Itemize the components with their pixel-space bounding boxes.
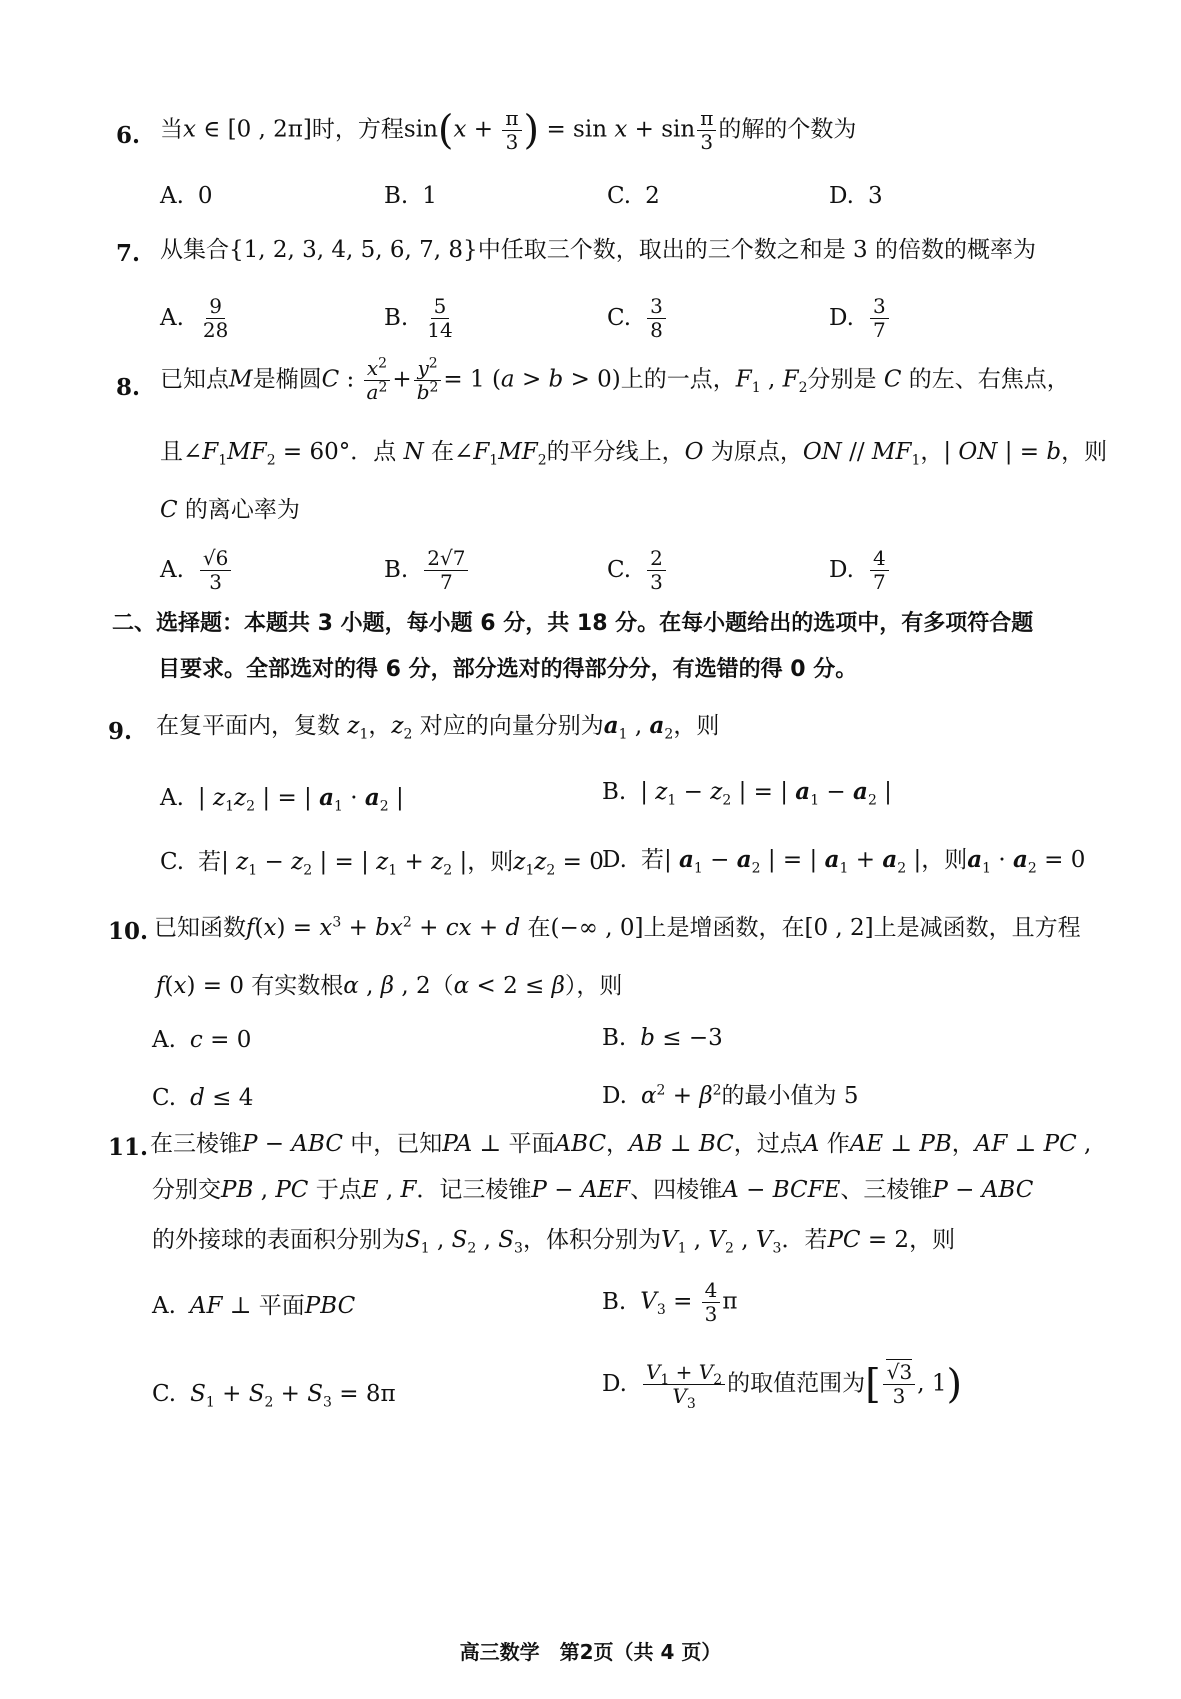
question-6-option-c: C. 2 — [607, 183, 660, 209]
question-10-option-b: B. b ≤ −3 — [602, 1025, 723, 1051]
question-6-option-b: B. 1 — [384, 183, 437, 209]
question-10-option-d: D. $\alpha^2 + \beta^2$的最小值为 5 — [602, 1082, 859, 1109]
question-7-number: 7. — [116, 240, 141, 267]
question-6-option-a: A. 0 — [160, 183, 213, 209]
question-11-line-1: 在三棱锥P − ABC 中，已知PA ⊥ 平面ABC，AB ⊥ BC，过点A 作AE ⊥ PB，AF ⊥ PC , — [150, 1131, 1092, 1157]
question-8-option-b: B. $\frac{2√7}{7}$ — [384, 548, 470, 593]
section-2-heading-line-2: 目要求。全部选对的得 6 分，部分选对的得部分分，有选错的得 0 分。 — [158, 657, 858, 682]
question-8-option-c: C. $\frac{2}{3}$ — [607, 548, 668, 593]
question-7-stem: 从集合{1, 2, 3, 4, 5, 6, 7, 8}中任取三个数，取出的三个数之和是 3 的倍数的概率为 — [160, 237, 1036, 263]
question-7-option-a: A. $\frac{9}{28}$ — [160, 294, 229, 342]
section-2-heading-line-1: 二、选择题：本题共 3 小题，每小题 6 分，共 18 分。在每小题给出的选项中，有多项符合题 — [112, 611, 1034, 636]
question-11-option-c: C. $S_1 + S_2 + S_3 = 8\pi$ — [152, 1381, 396, 1411]
question-11-line-3: 的外接球的表面积分别为$S_1$ , $S_2$ , $S_3$，体积分别为$V_1$ , $V_2$ , $V_3$．若PC = 2，则 — [152, 1227, 956, 1257]
question-10-option-a: A. c = 0 — [152, 1027, 252, 1053]
question-7-option-b: B. $\frac{5}{14}$ — [384, 294, 453, 342]
question-11-option-d: D. $\frac{V_1 + V_2}{V_3}$ 的取值范围为[ $\frac{√3}{3}$ , 1) — [602, 1360, 963, 1412]
question-8-line-3: C 的离心率为 — [160, 497, 300, 523]
question-9-option-b: B. | $z_1 - z_2$ | = | $a_1 - a_2$ | — [602, 778, 892, 809]
question-11-option-b: B. $V_3$ = $\frac{4}{3}$ π — [602, 1278, 738, 1326]
question-8-number: 8. — [116, 374, 141, 401]
question-7-option-c: C. $\frac{3}{8}$ — [607, 296, 668, 341]
question-6-number: 6. — [116, 122, 141, 149]
question-9-option-d: D. 若| $a_1 - a_2$ | = | $a_1 + a_2$ |，则$a_1 \cdot a_2 = 0$ — [602, 846, 1086, 877]
question-7-option-d: D. $\frac{3}{7}$ — [829, 296, 891, 341]
question-10-option-c: C. d ≤ 4 — [152, 1085, 254, 1111]
question-6-option-d: D. 3 — [829, 183, 883, 209]
question-10-line-2: f(x) = 0 有实数根α , β , 2（α < 2 ≤ β），则 — [156, 973, 623, 999]
question-10-number: 10. — [108, 918, 149, 945]
question-9-stem: 在复平面内，复数 $z_1$，$z_2$ 对应的向量分别为$a_1$ , $a_2$，则 — [156, 712, 720, 743]
question-9-option-c: C. 若| $z_1 - z_2$ | = | $z_1 + z_2$ |，则$z_1z_2 = 0$ — [160, 849, 604, 879]
question-10-line-1: 已知函数$f(x) = x^3 + bx^2$ + cx + d 在(−∞ , 0]上是增函数，在[0 , 2]上是减函数，且方程 — [154, 914, 1081, 941]
question-8-line-2: 且$\angle F_1MF_2 = 60^\circ$．点 N 在$\angle F_1MF_2$的平分线上，O 为原点，ON // $MF_1$，| ON | = b，则 — [160, 439, 1108, 469]
question-9-option-a: A. | $z_1z_2$ | = | $a_1 \cdot a_2$ | — [160, 784, 404, 815]
question-8-line-1: 已知点M是椭圆C : $\frac{x^2}{a^2}$ + $\frac{y^2}{b^2}$ = 1 (a > b > 0)上的一点，$F_1$ , $F_2$分别是 C 的左、右焦点， — [160, 355, 1070, 404]
question-8-option-a: A. $\frac{√6}{3}$ — [160, 548, 233, 593]
page-footer: 高三数学 第2页（共 4 页） — [459, 1640, 722, 1664]
question-11-number: 11. — [108, 1134, 149, 1161]
question-11-line-2: 分别交PB , PC 于点E , F．记三棱锥P − AEF、四棱锥A − BCFE、三棱锥P − ABC — [152, 1177, 1034, 1203]
question-8-option-d: D. $\frac{4}{7}$ — [829, 548, 891, 593]
question-9-number: 9. — [108, 718, 133, 745]
question-6-stem: 当x ∈ [0 , 2π]时，方程sin(x + $\frac{\pi}{3}$ ) = sin x + sin $\frac{\pi}{3}$ 的解的个数为 — [160, 106, 857, 154]
question-11-option-a: A. AF ⊥ 平面PBC — [152, 1293, 356, 1319]
